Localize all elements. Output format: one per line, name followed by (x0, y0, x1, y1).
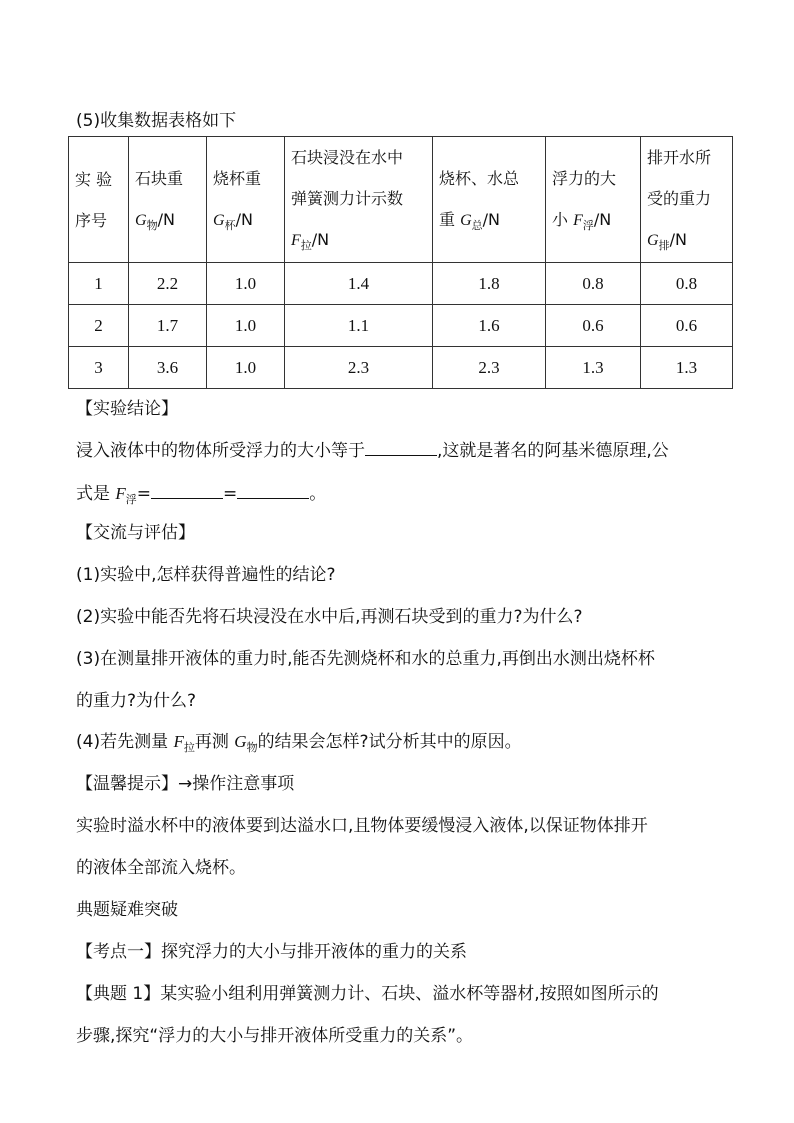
table-cell: 3 (69, 347, 129, 389)
table-cell: 1.1 (285, 305, 433, 347)
col-header-stone-weight: 石块重 $G_物/N$ (129, 137, 207, 263)
section-conclusion-title: 【实验结论】 (76, 399, 178, 419)
data-table (68, 136, 733, 389)
table-cell: 0.8 (641, 263, 733, 305)
question-3-line-1: (3)在测量排开液体的重力时,能否先测烧杯和水的总重力,再倒出水测出烧杯杯 (76, 649, 655, 669)
table-cell: 1.0 (207, 305, 285, 347)
table-cell: 3.6 (129, 347, 207, 389)
table-cell: 2 (69, 305, 129, 347)
section-typical-problems: 典题疑难突破 (76, 900, 178, 920)
tip-line-2: 的液体全部流入烧杯。 (76, 858, 246, 878)
section-evaluation-title: 【交流与评估】 (76, 523, 195, 543)
conclusion-line-1: 浸入液体中的物体所受浮力的大小等于 ,这就是著名的阿基米德原理,公 (76, 437, 669, 463)
tip-title: 【温馨提示】→操作注意事项 (76, 774, 295, 794)
question-4: (4)若先测量 $F_拉$再测 $G_物$的结果会怎样?试分析其中的原因。 (76, 732, 522, 754)
table-cell: 1.3 (546, 347, 641, 389)
col-header-trial: 实 验 序号 (69, 137, 129, 263)
col-header-cup-weight: 烧杯重 $G_杯/N$ (207, 137, 285, 263)
table-cell: 0.6 (546, 305, 641, 347)
table-row (69, 305, 733, 347)
key-point-1: 【考点一】探究浮力的大小与排开液体的重力的关系 (76, 942, 467, 962)
table-header-row (69, 137, 733, 263)
table-cell: 1.0 (207, 263, 285, 305)
table-cell: 2.3 (433, 347, 546, 389)
table-cell: 1.6 (433, 305, 546, 347)
col-header-total-weight: 烧杯、水总 重 $G_总/N$ (433, 137, 546, 263)
conclusion-line-2: 式是 $F_浮=$ = 。 (76, 480, 326, 508)
table-cell: 1 (69, 263, 129, 305)
table-heading: (5)收集数据表格如下 (76, 111, 237, 131)
example-1-line-2: 步骤,探究“浮力的大小与排开液体所受重力的关系”。 (76, 1026, 474, 1046)
table-cell: 1.4 (285, 263, 433, 305)
table-cell: 1.7 (129, 305, 207, 347)
answer-blank[interactable] (237, 480, 309, 499)
col-header-buoyancy: 浮力的大 小 $F_浮/N$ (546, 137, 641, 263)
example-1-line-1: 【典题 1】某实验小组利用弹簧测力计、石块、溢水杯等器材,按照如图所示的 (76, 984, 659, 1004)
question-2: (2)实验中能否先将石块浸没在水中后,再测石块受到的重力?为什么? (76, 607, 583, 627)
table-cell: 2.3 (285, 347, 433, 389)
question-1: (1)实验中,怎样获得普遍性的结论? (76, 565, 336, 585)
table-row (69, 263, 733, 305)
tip-line-1: 实验时溢水杯中的液体要到达溢水口,且物体要缓慢浸入液体,以保证物体排开 (76, 816, 648, 836)
table-cell: 2.2 (129, 263, 207, 305)
table-cell: 1.8 (433, 263, 546, 305)
col-header-displaced-weight: 排开水所 受的重力 $G_排/N$ (641, 137, 733, 263)
answer-blank[interactable] (151, 480, 223, 499)
col-header-spring-reading: 石块浸没在水中 弹簧测力计示数 $F_拉/N$ (285, 137, 433, 263)
table-cell: 1.0 (207, 347, 285, 389)
table-cell: 1.3 (641, 347, 733, 389)
table-cell: 0.6 (641, 305, 733, 347)
question-3-line-2: 的重力?为什么? (76, 691, 197, 711)
table-cell: 0.8 (546, 263, 641, 305)
answer-blank[interactable] (365, 437, 437, 456)
table-row (69, 347, 733, 389)
